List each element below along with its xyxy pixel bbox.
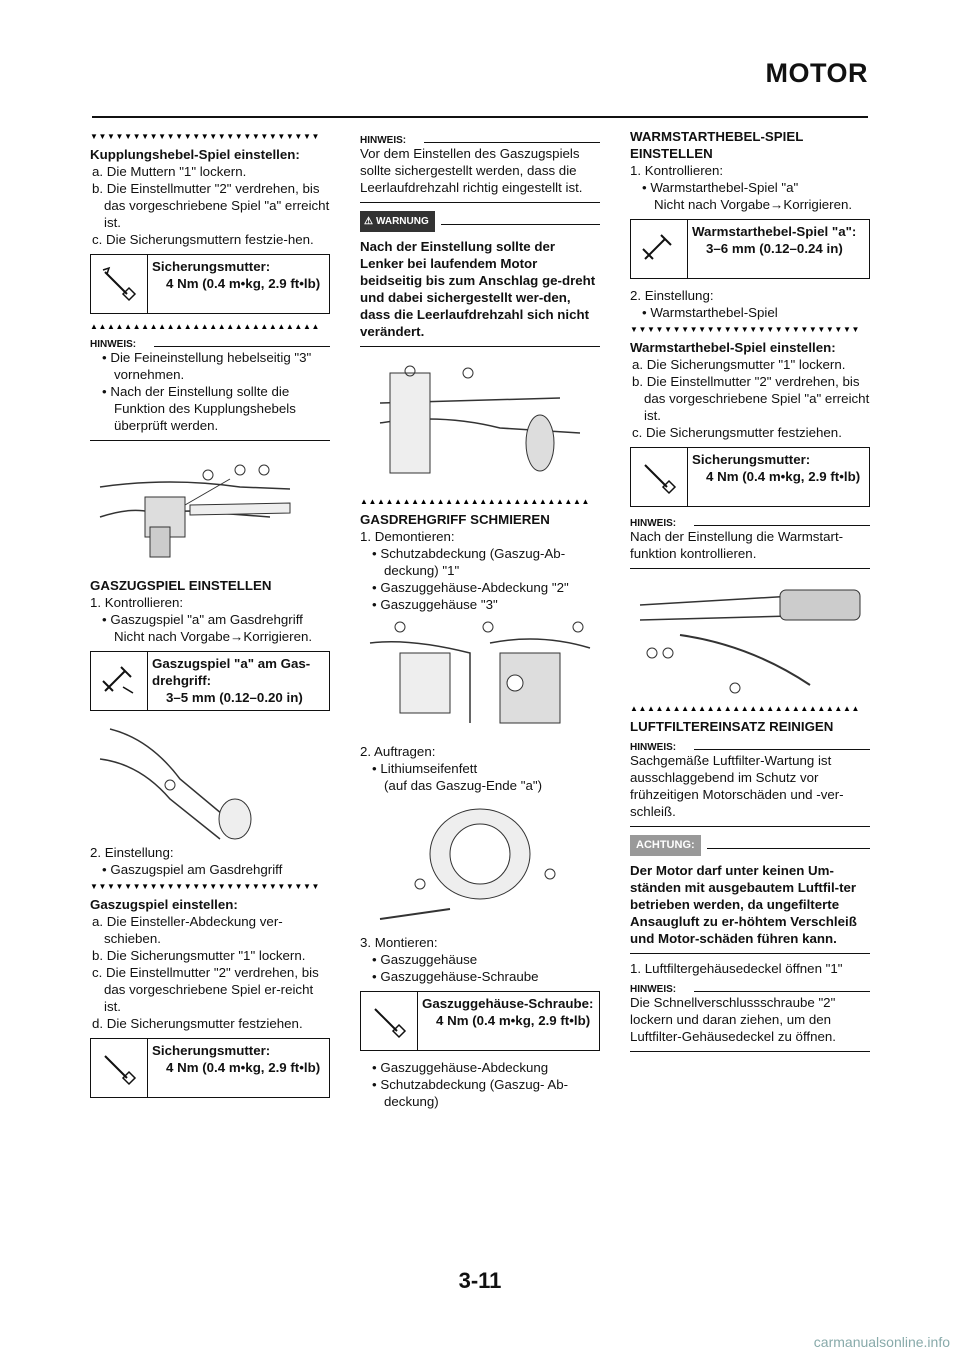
warning-header <box>360 211 600 232</box>
torque-wrench-icon <box>631 448 688 506</box>
montieren-item: • Gaszuggehäuse <box>372 952 478 967</box>
warning-label: WARNUNG <box>375 216 429 227</box>
luft-heading: LUFTFILTEREINSATZ REINIGEN <box>630 719 834 734</box>
hinweis-label: HINWEIS: <box>630 515 870 528</box>
hinweis-text: Vor dem Einstellen des Gaszugspiels sollte sichergestellt werden, dass die Leerlaufdrehzahl richtig eingestellt ist. <box>360 146 583 195</box>
gaszug-bullet: • Gaszugspiel "a" am Gasdrehgriff <box>102 612 303 627</box>
divider <box>630 953 870 954</box>
divider <box>630 826 870 827</box>
spec-value: 4 Nm (0.4 m•kg, 2.9 ft•lb) <box>706 469 861 484</box>
kontr-bullet: • Warmstarthebel-Spiel "a" <box>642 180 799 195</box>
demont-step: 1. Demontieren: <box>360 529 455 544</box>
hinweis-item: • Nach der Einstellung sollte die Funktion des Kupplungshebels überprüft werden. <box>102 384 296 433</box>
torque-wrench-icon <box>361 992 418 1050</box>
demont-item: • Gaszuggehäuse-Abdeckung "2" <box>372 580 569 595</box>
section-end-marker: ▲▲▲▲▲▲▲▲▲▲▲▲▲▲▲▲▲▲▲▲▲▲▲▲▲▲▲ <box>630 704 860 713</box>
spec-box <box>90 651 330 711</box>
clutch-lever-illustration <box>90 447 330 577</box>
warning-icon: ⚠ <box>364 216 373 227</box>
caliper-icon <box>91 652 148 710</box>
page-header-title: MOTOR <box>765 58 868 88</box>
hinweis-label: HINWEIS: <box>90 336 330 349</box>
divider <box>630 1051 870 1052</box>
divider <box>90 440 330 441</box>
schmieren-heading: GASDREHGRIFF SCHMIEREN <box>360 512 550 527</box>
section-end-marker: ▲▲▲▲▲▲▲▲▲▲▲▲▲▲▲▲▲▲▲▲▲▲▲▲▲▲▲ <box>90 322 320 331</box>
spec-title: Gaszuggehäuse-Schraube: <box>422 996 594 1011</box>
spec-title: Gaszugspiel "a" am Gas-drehgriff: <box>152 656 311 688</box>
luft-step-1: 1. Luftfiltergehäusedeckel öffnen "1" <box>630 961 843 976</box>
page-number: 3-11 <box>458 1268 502 1293</box>
spec-value: 4 Nm (0.4 m•kg, 2.9 ft•lb) <box>166 276 321 291</box>
hinweis-label: HINWEIS: <box>630 981 870 994</box>
gaszug-sub: Nicht nach Vorgabe→Korrigieren. <box>114 629 313 644</box>
caution-header <box>630 835 870 856</box>
hinweis-label: HINWEIS: <box>360 132 600 145</box>
gas-step: c. Die Einstellmutter "2" verdrehen, bis das vorgeschriebene Spiel er-reicht ist. <box>92 965 319 1014</box>
ws-step: c. Die Sicherungsmutter festziehen. <box>632 425 842 440</box>
throttle-housing-illustration <box>360 353 600 493</box>
spec-value: 3–5 mm (0.12–0.20 in) <box>166 690 303 705</box>
montieren-step: 3. Montieren: <box>360 935 438 950</box>
spec-title: Sicherungsmutter: <box>152 1043 271 1058</box>
kontr-sub: Nicht nach Vorgabe→Korrigieren. <box>654 197 853 212</box>
column-right <box>630 128 870 1058</box>
caution-label: ACHTUNG: <box>630 835 701 856</box>
section-end-marker: ▲▲▲▲▲▲▲▲▲▲▲▲▲▲▲▲▲▲▲▲▲▲▲▲▲▲▲ <box>360 497 590 506</box>
gas-step: a. Die Einsteller-Abdeckung ver-schieben. <box>92 914 283 946</box>
torque-wrench-icon <box>91 1039 148 1097</box>
montieren-item: • Schutzabdeckung (Gaszug- Ab-deckung) <box>372 1077 569 1109</box>
hinweis-text: Die Schnellverschlussschraube "2" lockern und daran ziehen, um den Luftfilter-Gehäusedeckel zu öffnen. <box>630 995 836 1044</box>
section-start-marker: ▼▼▼▼▼▼▼▼▼▼▼▼▼▼▼▼▼▼▼▼▼▼▼▼▼▼▼ <box>630 325 860 334</box>
divider <box>360 202 600 203</box>
spec-value: 4 Nm (0.4 m•kg, 2.9 ft•lb) <box>166 1060 321 1075</box>
auftragen-step: 2. Auftragen: <box>360 744 436 759</box>
kupp-step-a: a. Die Muttern "1" lockern. <box>92 164 247 179</box>
kupp-step-c: c. Die Sicherungsmuttern festzie-hen. <box>92 232 314 247</box>
spec-box <box>630 219 870 279</box>
footer-watermark: carmanualsonline.info <box>813 1334 950 1350</box>
warning-text: Nach der Einstellung sollte der Lenker bei laufendem Motor beidseitig bis zum Anschlag ge-dreht und dabei sichergestellt wer-den, dass die Leerlaufdrehzahl sich nicht verändert. <box>360 239 596 339</box>
gas-step: d. Die Sicherungsmutter festziehen. <box>92 1016 303 1031</box>
demont-item: • Schutzabdeckung (Gaszug-Ab-deckung) "1" <box>372 546 566 578</box>
einstellung-step: 2. Einstellung: <box>90 845 174 860</box>
grease-application-illustration <box>360 794 600 934</box>
montieren-item: • Gaszuggehäuse-Abdeckung <box>372 1060 549 1075</box>
einstellung-bullet: • Warmstarthebel-Spiel <box>642 305 778 320</box>
montieren-item: • Gaszuggehäuse-Schraube <box>372 969 539 984</box>
spec-value: 3–6 mm (0.12–0.24 in) <box>706 241 843 256</box>
warmstart-heading: WARMSTARTHEBEL-SPIEL EINSTELLEN <box>630 129 804 161</box>
einstellung-bullet: • Gaszugspiel am Gasdrehgriff <box>102 862 283 877</box>
auftragen-sub: (auf das Gaszug-Ende "a") <box>384 778 543 793</box>
throttle-grip-illustration <box>90 719 330 844</box>
spec-value: 4 Nm (0.4 m•kg, 2.9 ft•lb) <box>436 1013 591 1028</box>
spec-title: Sicherungsmutter: <box>692 452 811 467</box>
spec-box <box>90 1038 330 1098</box>
spec-box <box>630 447 870 507</box>
auftragen-item: • Lithiumseifenfett <box>372 761 478 776</box>
gaszug-step-1: 1. Kontrollieren: <box>90 595 184 610</box>
hinweis-label: HINWEIS: <box>630 739 870 752</box>
kupplung-title: Kupplungshebel-Spiel einstellen: <box>90 147 300 162</box>
gaszug-heading: GASZUGSPIEL EINSTELLEN <box>90 578 272 593</box>
einstellung-step: 2. Einstellung: <box>630 288 714 303</box>
hot-start-lever-illustration <box>630 575 870 700</box>
spec-title: Sicherungsmutter: <box>152 259 271 274</box>
spec-box <box>360 991 600 1051</box>
section-start-marker: ▼▼▼▼▼▼▼▼▼▼▼▼▼▼▼▼▼▼▼▼▼▼▼▼▼▼▼ <box>90 132 320 141</box>
ws-step: a. Die Sicherungsmutter "1" lockern. <box>632 357 846 372</box>
gas-step: b. Die Sicherungsmutter "1" lockern. <box>92 948 306 963</box>
throttle-disassembly-illustration <box>360 613 600 743</box>
kupp-step-b: b. Die Einstellmutter "2" verdrehen, bis das vorgeschriebene Spiel "a" erreicht ist. <box>92 181 330 230</box>
hinweis-text: Nach der Einstellung die Warmstart-funktion kontrollieren. <box>630 529 844 561</box>
section-start-marker: ▼▼▼▼▼▼▼▼▼▼▼▼▼▼▼▼▼▼▼▼▼▼▼▼▼▼▼ <box>90 882 320 891</box>
caution-text: Der Motor darf unter keinen Um-ständen mit ausgebautem Luftfil-ter betrieben werden, da ungefilterte Ansaugluft zu er-höhtem Verschleiß und Motor-schäden führen kann. <box>630 863 857 946</box>
column-middle <box>360 128 600 1110</box>
kontr-step: 1. Kontrollieren: <box>630 163 724 178</box>
ws-step: b. Die Einstellmutter "2" verdrehen, bis das vorgeschriebene Spiel "a" erreicht ist. <box>632 374 870 423</box>
ws-title: Warmstarthebel-Spiel einstellen: <box>630 340 836 355</box>
hinweis-item: • Die Feineinstellung hebelseitig "3" vornehmen. <box>102 350 312 382</box>
gas-title: Gaszugspiel einstellen: <box>90 897 238 912</box>
header-rule <box>92 116 868 118</box>
divider <box>630 568 870 569</box>
demont-item: • Gaszuggehäuse "3" <box>372 597 498 612</box>
divider <box>360 346 600 347</box>
hinweis-text: Sachgemäße Luftfilter-Wartung ist ausschlaggebend im Schutz vor frühzeitigen Motorschäden und -ver-schleiß. <box>630 753 844 819</box>
column-left <box>90 128 330 1106</box>
spec-title: Warmstarthebel-Spiel "a": <box>692 224 857 239</box>
spec-box <box>90 254 330 314</box>
torque-wrench-icon <box>91 255 148 313</box>
caliper-icon <box>631 220 688 278</box>
